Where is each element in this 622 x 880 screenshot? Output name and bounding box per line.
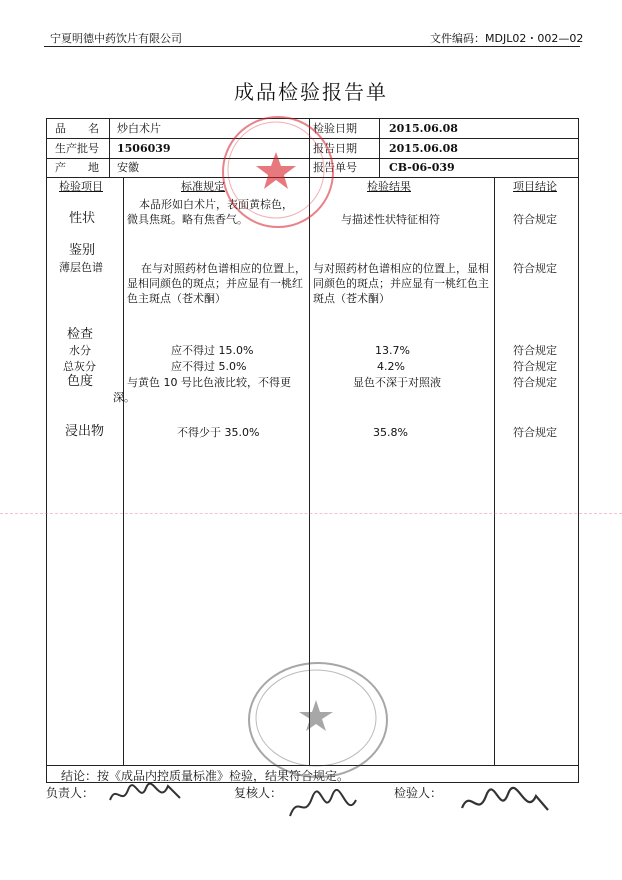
report-number-label: 报告单号 [313, 161, 357, 174]
report-date-label: 报告日期 [313, 142, 357, 155]
color-standard-line1: 与黄色 10 号比色液比较，不得更 [127, 376, 291, 389]
red-company-seal [222, 116, 334, 228]
responsible-signature [106, 778, 186, 816]
tlc-standard-line1: 在与对照药材色谱相应的位置上， [141, 262, 306, 275]
col-header-item: 检验项目 [59, 180, 103, 193]
color-result: 显色不深于对照液 [353, 376, 441, 389]
file-number-value: MDJL02・002—02 [485, 32, 584, 45]
page-title: 成品检验报告单 [234, 80, 388, 104]
reviewer-signature [286, 786, 366, 830]
conclusion-text: 结论：按《成品内控质量标准》检验，结果符合规定。 [61, 769, 350, 783]
company-name: 宁夏明德中药饮片有限公司 [50, 32, 182, 45]
inspection-date-value: 2015.06.08 [389, 122, 458, 135]
tlc-standard-line3: 色主斑点（苍术酮） [127, 292, 226, 305]
quality-inspection-seal [248, 662, 388, 778]
file-number-label: 文件编码： [430, 32, 485, 45]
character-conclusion: 符合规定 [513, 213, 557, 226]
extract-standard: 不得少于 35.0% [177, 426, 260, 439]
tlc-result-line3: 斑点（苍术酮） [313, 292, 390, 305]
color-conclusion: 符合规定 [513, 376, 557, 389]
color-standard-line2: 深。 [113, 391, 135, 404]
extract-label: 浸出物 [65, 424, 105, 439]
identification-label: 鉴别 [69, 243, 96, 258]
report-number-value: CB-06-039 [389, 161, 455, 174]
ash-result: 4.2% [377, 360, 405, 373]
water-standard: 应不得过 15.0% [171, 344, 254, 357]
header-rule [44, 46, 580, 47]
batch-value: 1506039 [117, 142, 171, 155]
character-label: 性状 [69, 211, 96, 226]
product-value: 炒白术片 [117, 122, 161, 135]
col-divider [494, 177, 495, 765]
reviewer-label: 复核人： [234, 786, 283, 800]
character-standard-line1: 本品形如白术片，表面黄棕色， [139, 198, 293, 211]
tlc-standard-line2: 显相同颜色的斑点；并应显有一桃红 [127, 277, 303, 290]
water-result: 13.7% [375, 344, 410, 357]
inspection-date-label: 检验日期 [313, 122, 357, 135]
ash-label: 总灰分 [63, 360, 96, 373]
ash-standard: 应不得过 5.0% [171, 360, 247, 373]
col-header-standard: 标准规定 [181, 180, 225, 193]
tlc-conclusion: 符合规定 [513, 262, 557, 275]
water-label: 水分 [69, 344, 91, 357]
col-divider [123, 177, 124, 765]
report-date-value: 2015.06.08 [389, 142, 458, 155]
color-label: 色度 [67, 374, 94, 389]
batch-label: 生产批号 [55, 142, 99, 155]
extract-result: 35.8% [373, 426, 408, 439]
product-label: 品 名 [55, 122, 99, 135]
tlc-label: 薄层色谱 [59, 261, 103, 274]
origin-label: 产 地 [55, 161, 99, 174]
col-header-conclusion: 项目结论 [513, 180, 557, 193]
character-standard-line2: 微具焦斑。略有焦香气。 [127, 213, 248, 226]
extract-conclusion: 符合规定 [513, 426, 557, 439]
file-number [430, 30, 583, 46]
ash-conclusion: 符合规定 [513, 360, 557, 373]
inspector-signature [456, 782, 556, 830]
inspector-label: 检验人： [394, 786, 443, 800]
scan-line [0, 513, 622, 514]
responsible-label: 负责人： [46, 786, 95, 800]
tlc-result-line2: 同颜色的斑点；并应显有一桃红色主 [313, 277, 489, 290]
col-header-result: 检验结果 [367, 180, 411, 193]
col-divider [379, 119, 380, 177]
character-result: 与描述性状特征相符 [341, 213, 440, 226]
check-label: 检查 [67, 327, 94, 342]
tlc-result-line1: 与对照药材色谱相应的位置上，显相 [313, 262, 489, 275]
water-conclusion: 符合规定 [513, 344, 557, 357]
origin-value: 安徽 [117, 161, 139, 174]
col-divider [109, 119, 110, 177]
